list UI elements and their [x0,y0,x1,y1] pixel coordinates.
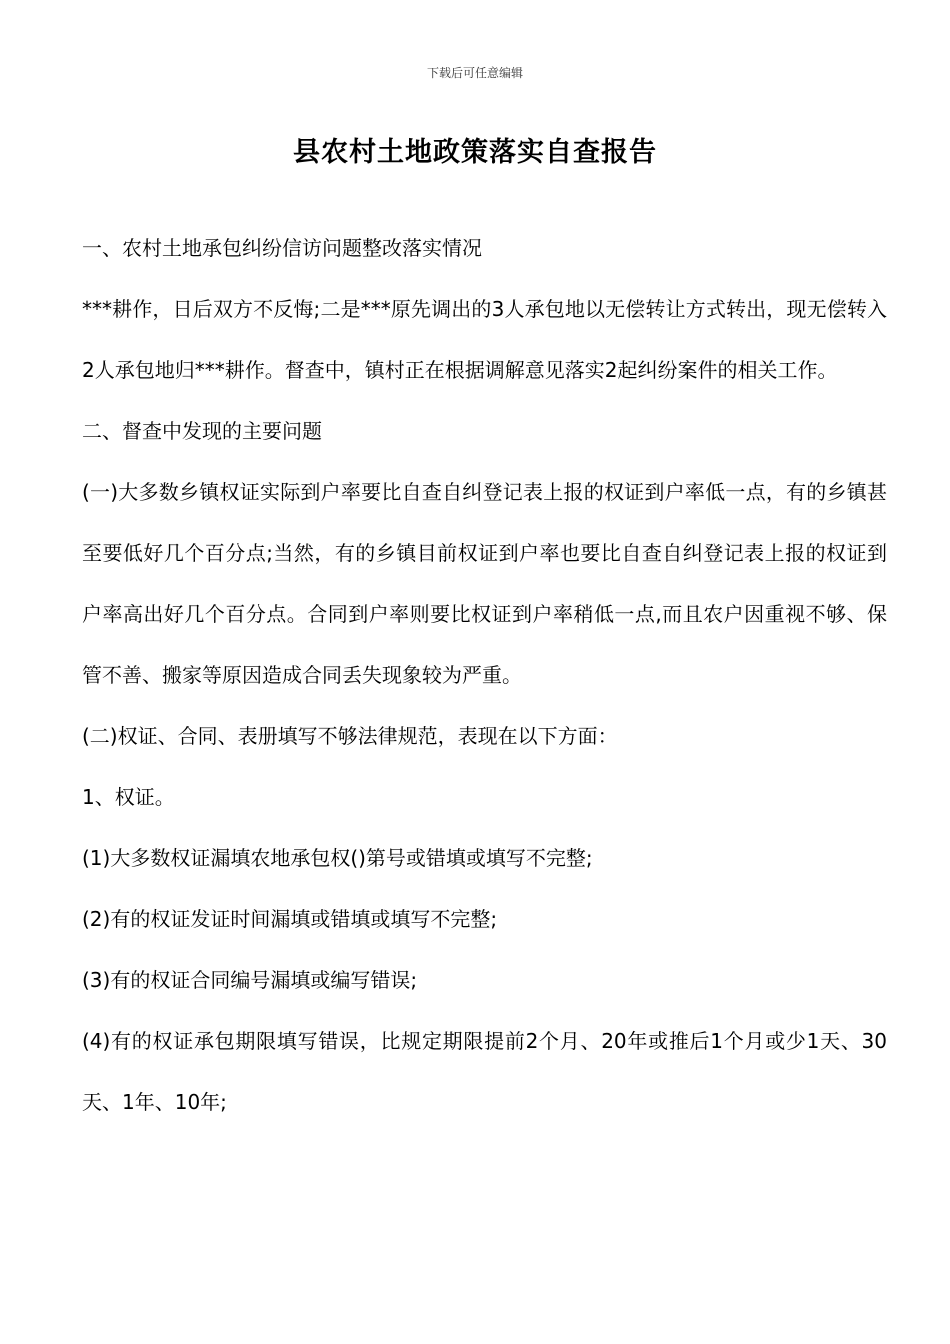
document-title: 县农村土地政策落实自查报告 [293,137,657,168]
paragraph-3: (二)权证、合同、表册填写不够法律规范，表现在以下方面： [82,724,618,748]
list-item: (2)有的权证发证时间漏填或错填或填写不完整; [82,907,498,931]
paragraph-1: ***耕作，日后双方不反悔;二是***原先调出的3人承包地以无偿转让方式转出，现无偿转入2人承包地归***耕作。督查中，镇村正在根据调解意见落实2起纠纷案件的相关工作。 [82,297,887,382]
section-heading-2: 二、督查中发现的主要问题 [82,419,322,443]
document-body [82,218,887,1133]
header-note: 下载后可任意编辑 [426,66,523,80]
subheading-certificate: 1、权证。 [82,785,175,809]
list-item: (3)有的权证合同编号漏填或编写错误; [82,968,418,992]
paragraph-2: (一)大多数乡镇权证实际到户率要比自查自纠登记表上报的权证到户率低一点，有的乡镇甚至要低好几个百分点;当然，有的乡镇目前权证到户率也要比自查自纠登记表上报的权证到户率高出好几个百分点。合同到户率则要比权证到户率稍低一点,而且农户因重视不够、保管不善、搬家等原因造成合同丢失现象较为严重。 [82,480,887,687]
list-item: (1)大多数权证漏填农地承包权()第号或错填或填写不完整; [82,846,593,870]
section-heading-1: 一、农村土地承包纠纷信访问题整改落实情况 [82,236,482,260]
list-item: (4)有的权证承包期限填写错误，比规定期限提前2个月、20年或推后1个月或少1天、30天、1年、10年; [82,1029,887,1114]
